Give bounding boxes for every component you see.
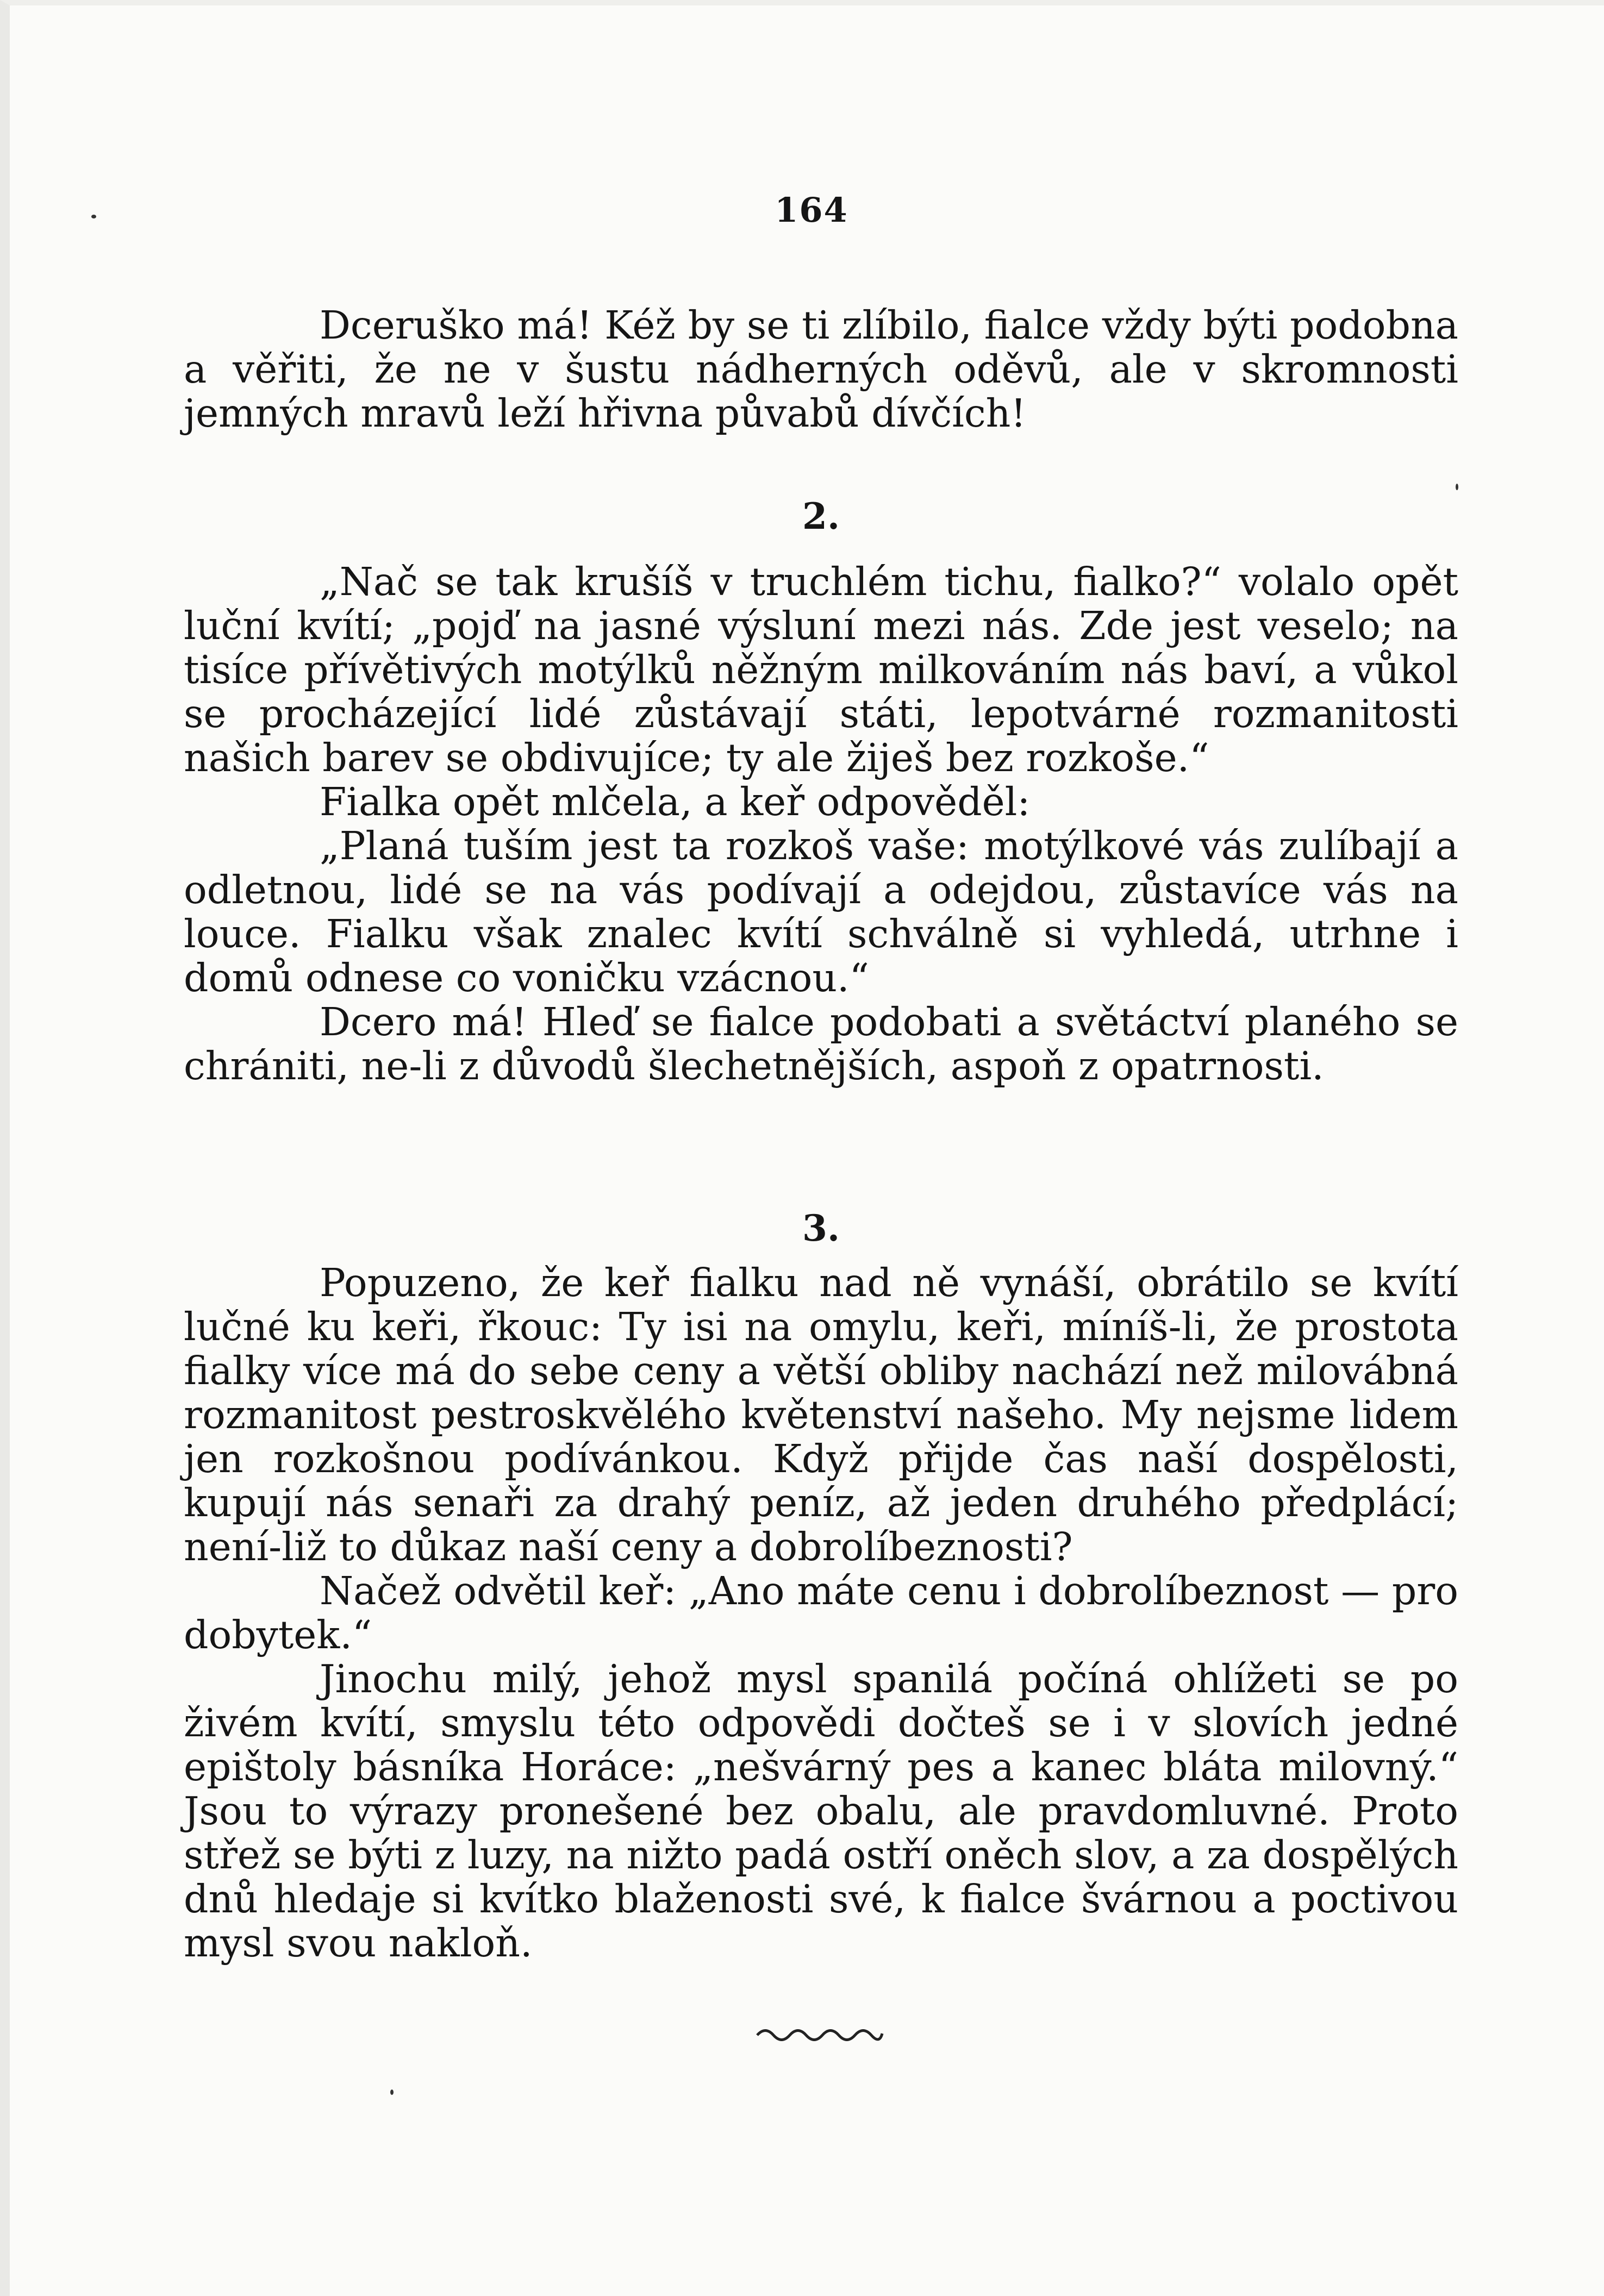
section-number: 2. [802,495,840,537]
paragraph: „Nač se tak krušíš v truchlém tichu, fialko?“ volalo opět luční kvítí; „pojď na jasné výsluní mezi nás. Zde jest veselo; na tisíce přívětivých motýlků něžným milkováním nás baví, a vůkol se procházející lidé zůstávají státi, lepotvárné rozmanitosti našich barev se obdivujíce; ty ale žiješ bez rozkoše.“ [184,559,1458,780]
paragraph: Jinochu milý, jehož mysl spanilá počíná ohlížeti se po živém kvítí, smyslu této odpovědi dočteš se i v slovích jedné epištoly básníka Horáce: „nešvárný pes a kanec bláta milovný.“ Jsou to výrazy pronešené bez obalu, ale pravdomluvné. Proto střež se býti z luzy, na nižto padá ostří oněch slov, a za dospělých dnů hledaje si kvítko blaženosti své, k fialce švárnou a poctivou mysl svou nakloň. [184,1656,1458,1966]
wave-ornament-icon [754,2022,885,2043]
paragraph: Dceruško má! Kéž by se ti zlíbilo, fialce vždy býti podobna a věřiti, že ne v šustu nádherných oděvů, ale v skromnosti jemných mravů leží hřivna půvabů dívčích! [184,303,1458,436]
paragraph: „Planá tuším jest ta rozkoš vaše: motýlkové vás zulíbají a odletnou, lidé se na vás podívají a odejdou, zůstavíce vás na louce. Fialku však znalec kvítí schválně si vyhledá, utrhne i domů odnese co voničku vzácnou.“ [184,823,1458,1000]
section-3 [184,1196,1458,1965]
paragraph: Popuzeno, že keř fialku nad ně vynáší, obrátilo se kvítí lučné ku keři, řkouc: Ty isi na omylu, keři, míníš-li, že prostota fialky více má do sebe ceny a větší obliby nachází než milovábná rozmanitost pestroskvělého květenství našeho. My nejsme lidem jen rozkošnou podívánkou. Když přijde čas naší dospělosti, kupují nás senaři za drahý peníz, až jeden druhého předplácí; není-liž to důkaz naší ceny a dobrolíbeznosti? [184,1260,1458,1569]
section-2 [184,484,1458,1088]
ink-speck [390,2089,394,2095]
paragraph: Dcero má! Hleď se fialce podobati a světáctví planého se chrániti, ne-li z důvodů šlechetnějších, aspoň z opatrnosti. [184,999,1458,1088]
paragraph: Načež odvětil keř: „Ano máte cenu i dobrolíbeznost — pro dobytek.“ [184,1568,1458,1657]
section-number: 3. [802,1207,840,1249]
ink-speck [91,215,96,218]
page-number: 164 [775,190,848,230]
paragraph: Fialka opět mlčela, a keř odpověděl: [320,779,1031,824]
section-1 [184,303,1458,435]
